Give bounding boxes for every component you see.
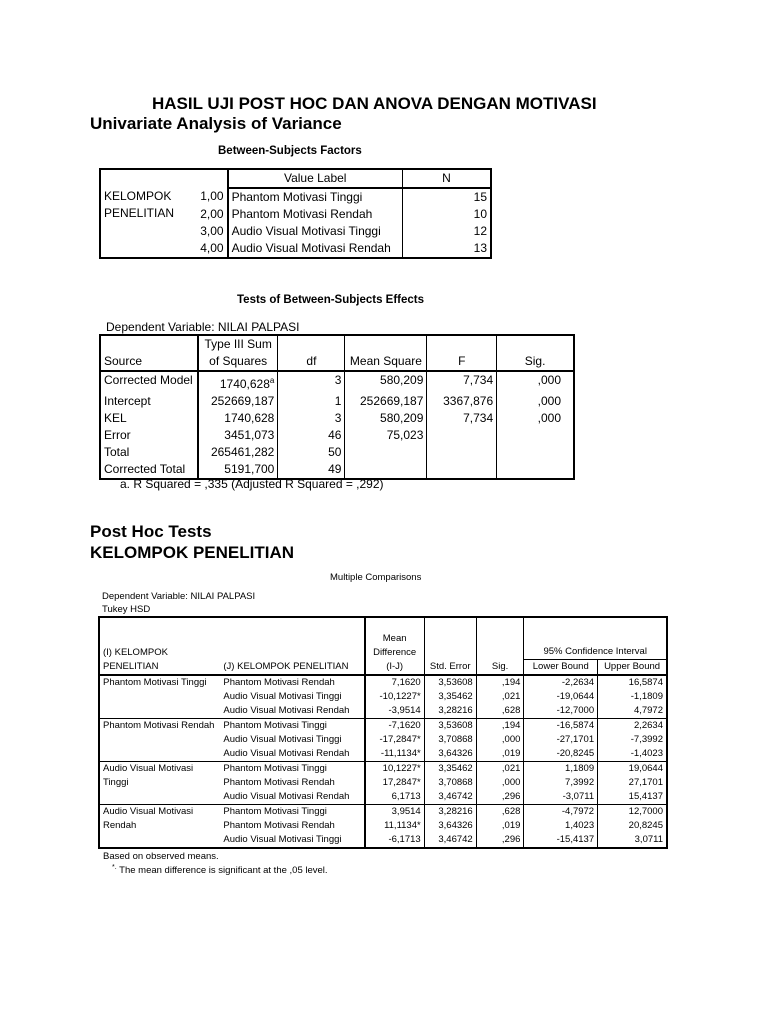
mc-j: Audio Visual Motivasi Rendah	[223, 748, 350, 759]
mc-lower-bound: -3,0711	[524, 790, 598, 805]
mc-mean-difference: 3,9514	[365, 805, 425, 820]
mc-std-error: 3,28216	[424, 704, 476, 719]
tbse-f	[427, 427, 497, 444]
mc-lower-bound: -2,2634	[524, 675, 598, 690]
mc-group-i: Phantom Motivasi Rendah	[99, 719, 220, 762]
mc-upper-bound: 4,7972	[598, 704, 667, 719]
mc-std-error: 3,28216	[424, 805, 476, 820]
mc-lower-bound: -12,7000	[524, 704, 598, 719]
mc-upper-bound: 15,4137	[598, 790, 667, 805]
mc-mean-difference: -7,1620	[365, 719, 425, 734]
mc-lower-bound: -20,8245	[524, 747, 598, 762]
tbse-header-source: Source	[100, 335, 198, 371]
mc-upper-bound: -7,3992	[598, 733, 667, 747]
tbse-df: 1	[278, 393, 345, 410]
mc-j: Audio Visual Motivasi Tinggi	[223, 834, 342, 845]
bsf-caption: Between-Subjects Factors	[218, 145, 362, 157]
post-hoc-title: Post Hoc Tests	[90, 522, 212, 541]
mc-sig: ,019	[476, 747, 524, 762]
tbse-sig	[497, 444, 574, 461]
tbse-sig: ,000	[497, 410, 574, 427]
mc-sig: ,628	[476, 805, 524, 820]
tbse-f	[427, 444, 497, 461]
tbse-df: 49	[278, 461, 345, 479]
mc-mean-difference: 17,2847*	[365, 776, 425, 790]
tbse-mean-square: 580,209	[345, 371, 427, 393]
mc-std-error: 3,70868	[424, 733, 476, 747]
mc-lower-bound: 1,1809	[524, 762, 598, 777]
mc-j: Phantom Motivasi Tinggi	[220, 805, 364, 820]
bsf-factor-line2: PENELITIAN	[104, 206, 175, 220]
mc-upper-bound: 12,7000	[598, 805, 667, 820]
tbse-df: 3	[278, 410, 345, 427]
mc-sig: ,194	[476, 719, 524, 734]
mc-row	[99, 675, 667, 690]
mc-upper-bound: -1,1809	[598, 690, 667, 704]
mc-sig: ,000	[476, 776, 524, 790]
mc-dependent-variable: Dependent Variable: NILAI PALPASI	[102, 591, 256, 602]
mc-header-lower-bound: Lower Bound	[524, 659, 598, 675]
mc-upper-bound: 20,8245	[598, 819, 667, 833]
mc-note-observed-means: Based on observed means.	[103, 851, 219, 862]
mc-sig: ,000	[476, 733, 524, 747]
mc-header-j: (J) KELOMPOK PENELITIAN	[220, 617, 364, 675]
mc-sig: ,296	[476, 790, 524, 805]
mc-upper-bound: -1,4023	[598, 747, 667, 762]
mc-header-i: (I) KELOMPOK PENELITIAN	[99, 617, 220, 675]
tbse-row	[100, 427, 574, 444]
tbse-source: Intercept	[104, 394, 151, 408]
tbse-df: 50	[278, 444, 345, 461]
mc-row	[99, 762, 667, 777]
bsf-code: 3,00	[200, 224, 224, 238]
bsf-n: 15	[402, 188, 491, 206]
mc-std-error: 3,53608	[424, 719, 476, 734]
tbse-header-df: df	[278, 335, 345, 371]
mc-mean-difference: -17,2847*	[365, 733, 425, 747]
tbse-sum-of-squares	[198, 393, 278, 410]
mc-j: Audio Visual Motivasi Tinggi	[223, 734, 342, 745]
mc-std-error: 3,70868	[424, 776, 476, 790]
main-title: HASIL UJI POST HOC DAN ANOVA DENGAN MOTIVASI	[152, 94, 597, 113]
post-hoc-subtitle: KELOMPOK PENELITIAN	[90, 543, 295, 562]
mc-caption: Multiple Comparisons	[330, 572, 422, 583]
tests-of-between-subjects-effects-table	[99, 334, 575, 480]
tbse-ss-value: 1740,628	[224, 411, 275, 425]
tbse-header-f: F	[427, 335, 497, 371]
tbse-sig: ,000	[497, 393, 574, 410]
mc-lower-bound: 1,4023	[524, 819, 598, 833]
mc-sig: ,019	[476, 819, 524, 833]
tbse-f: 7,734	[427, 410, 497, 427]
mc-mean-difference: -11,1134*	[365, 747, 425, 762]
mc-sig: ,021	[476, 690, 524, 704]
mc-header-confidence-interval: 95% Confidence Interval	[524, 617, 667, 659]
bsf-code: 2,00	[200, 207, 224, 221]
mc-std-error: 3,64326	[424, 747, 476, 762]
bsf-value-label: Audio Visual Motivasi Rendah	[228, 240, 403, 258]
mc-row	[99, 719, 667, 734]
tbse-row	[100, 393, 574, 410]
tbse-footnote-mark: a.	[120, 477, 131, 491]
mc-header-sig: Sig.	[476, 617, 524, 675]
mc-j: Audio Visual Motivasi Rendah	[223, 705, 350, 716]
mc-note-significance	[112, 864, 328, 876]
mc-upper-bound: 2,2634	[598, 719, 667, 734]
tbse-f: 3367,876	[427, 393, 497, 410]
tbse-ss-value: 3451,073	[224, 428, 275, 442]
mc-j: Phantom Motivasi Rendah	[223, 820, 335, 831]
tbse-source: Error	[104, 428, 131, 442]
mc-std-error: 3,46742	[424, 790, 476, 805]
bsf-value-label: Audio Visual Motivasi Tinggi	[228, 223, 403, 240]
tbse-dependent-variable: Dependent Variable: NILAI PALPASI	[106, 320, 300, 334]
tbse-caption: Tests of Between-Subjects Effects	[237, 294, 425, 306]
mc-note-text: The mean difference is significant at the ,05 level.	[119, 865, 328, 877]
mc-sig: ,021	[476, 762, 524, 777]
tbse-sum-of-squares	[198, 427, 278, 444]
mc-lower-bound: -4,7972	[524, 805, 598, 820]
bsf-n: 10	[402, 206, 491, 223]
bsf-code: 1,00	[200, 189, 224, 203]
tbse-sum-of-squares	[198, 410, 278, 427]
mc-std-error: 3,53608	[424, 675, 476, 690]
mc-group-i: Phantom Motivasi Tinggi	[103, 677, 207, 688]
tbse-row	[100, 371, 574, 393]
mc-j: Phantom Motivasi Tinggi	[220, 762, 364, 777]
tbse-row	[100, 410, 574, 427]
mc-j: Phantom Motivasi Tinggi	[220, 719, 364, 734]
bsf-value-label: Phantom Motivasi Rendah	[228, 206, 403, 223]
mc-std-error: 3,35462	[424, 690, 476, 704]
mc-lower-bound: 7,3992	[524, 776, 598, 790]
mc-upper-bound: 3,0711	[598, 833, 667, 848]
mc-lower-bound: -16,5874	[524, 719, 598, 734]
bsf-row	[100, 188, 491, 206]
tbse-ss-note: a	[269, 376, 275, 385]
tbse-source: Corrected Model	[104, 373, 193, 387]
mc-mean-difference: 11,1134*	[365, 819, 425, 833]
mc-upper-bound: 16,5874	[598, 675, 667, 690]
tbse-sig	[497, 427, 574, 444]
tbse-row	[100, 444, 574, 461]
mc-mean-difference: 6,1713	[365, 790, 425, 805]
mc-std-error: 3,35462	[424, 762, 476, 777]
mc-mean-difference: -10,1227*	[365, 690, 425, 704]
tbse-sig	[497, 461, 574, 479]
bsf-value-label: Phantom Motivasi Tinggi	[228, 188, 403, 206]
bsf-code: 4,00	[200, 241, 224, 255]
mc-std-error: 3,46742	[424, 833, 476, 848]
bsf-header-n: N	[402, 169, 491, 188]
bsf-n: 12	[402, 223, 491, 240]
tbse-mean-square: 75,023	[345, 427, 427, 444]
mc-j: Phantom Motivasi Rendah	[223, 677, 335, 688]
section-title: Univariate Analysis of Variance	[90, 114, 342, 133]
tbse-mean-square: 252669,187	[345, 393, 427, 410]
between-subjects-factors-table	[99, 168, 492, 259]
mc-mean-difference: 10,1227*	[365, 762, 425, 777]
tbse-source: Total	[104, 445, 130, 459]
tbse-header-sig: Sig.	[497, 335, 574, 371]
mc-method: Tukey HSD	[102, 604, 151, 615]
tbse-ss-value: 252669,187	[210, 394, 275, 408]
mc-header-upper-bound: Upper Bound	[598, 659, 667, 675]
tbse-sum-of-squares	[198, 371, 278, 393]
multiple-comparisons-table	[98, 616, 668, 849]
mc-mean-difference: -3,9514	[365, 704, 425, 719]
mc-sig: ,628	[476, 704, 524, 719]
mc-mean-difference: -6,1713	[365, 833, 425, 848]
mc-j: Phantom Motivasi Rendah	[223, 777, 335, 788]
mc-j: Audio Visual Motivasi Tinggi	[223, 691, 342, 702]
mc-row	[99, 805, 667, 820]
tbse-f	[427, 461, 497, 479]
mc-group-i: Audio Visual Motivasi Rendah	[99, 805, 220, 849]
bsf-factor-name	[100, 188, 182, 258]
mc-upper-bound: 19,0644	[598, 762, 667, 777]
tbse-mean-square: 580,209	[345, 410, 427, 427]
tbse-df: 3	[278, 371, 345, 393]
tbse-mean-square	[345, 444, 427, 461]
mc-std-error: 3,64326	[424, 819, 476, 833]
mc-j: Audio Visual Motivasi Rendah	[223, 791, 350, 802]
tbse-f: 7,734	[427, 371, 497, 393]
tbse-source: KEL	[104, 411, 127, 425]
mc-header-std-error: Std. Error	[424, 617, 476, 675]
tbse-ss-value: 265461,282	[210, 445, 275, 459]
mc-lower-bound: -15,4137	[524, 833, 598, 848]
mc-group-i: Audio Visual Motivasi Tinggi	[99, 762, 220, 805]
mc-upper-bound: 27,1701	[598, 776, 667, 790]
tbse-source: Corrected Total	[104, 462, 186, 476]
tbse-header-mean-square: Mean Square	[345, 335, 427, 371]
mc-header-mean-difference: Mean Difference (I-J)	[365, 617, 425, 675]
tbse-footnote	[120, 477, 384, 491]
mc-lower-bound: -27,1701	[524, 733, 598, 747]
tbse-ss-value: 5191,700	[224, 462, 275, 476]
mc-sig: ,194	[476, 675, 524, 690]
tbse-sig: ,000	[497, 371, 574, 393]
mc-lower-bound: -19,0644	[524, 690, 598, 704]
mc-note-mark: *.	[112, 864, 117, 871]
bsf-factor-line1: KELOMPOK	[104, 189, 172, 203]
tbse-header-ss: Type III Sum of Squares	[198, 335, 278, 371]
tbse-df: 46	[278, 427, 345, 444]
bsf-header-value-label: Value Label	[228, 169, 403, 188]
tbse-sum-of-squares	[198, 444, 278, 461]
tbse-footnote-text: R Squared = ,335 (Adjusted R Squared = ,292)	[133, 477, 384, 491]
mc-sig: ,296	[476, 833, 524, 848]
tbse-ss-value: 1740,628	[219, 377, 270, 391]
mc-mean-difference: 7,1620	[365, 675, 425, 690]
bsf-n: 13	[402, 240, 491, 258]
